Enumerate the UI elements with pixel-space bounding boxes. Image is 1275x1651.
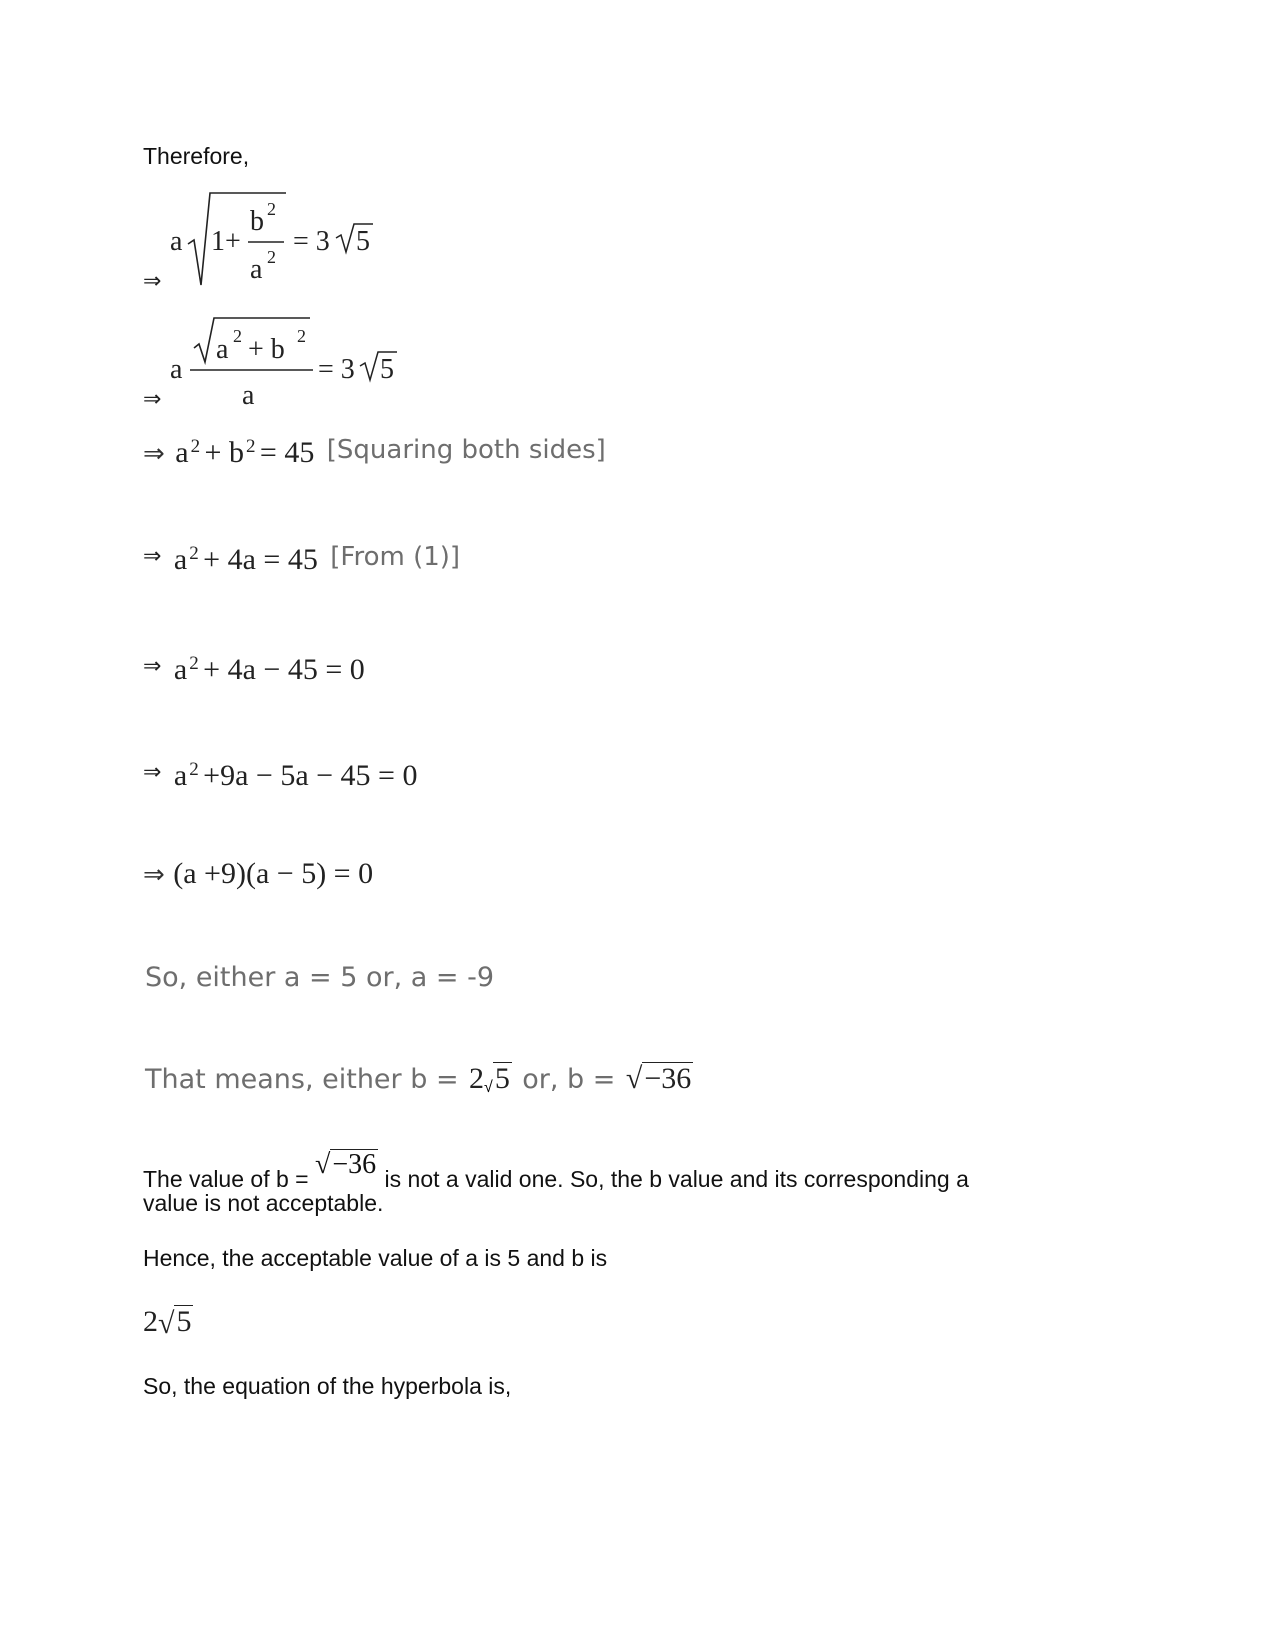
b1-rad: 5 (494, 1062, 510, 1095)
eq1-a: a (170, 226, 183, 257)
eq3-rhs: = 45 (259, 436, 315, 469)
eq6-rest: +9a − 5a − 45 = 0 (203, 759, 418, 792)
final-b-value (143, 1305, 193, 1339)
eq1-rhs: = 3 (293, 226, 330, 257)
conclusion-text: So, the equation of the hyperbola is, (143, 1373, 512, 1399)
implies-arrow: ⇒ (143, 654, 162, 679)
eq1-den-exp: 2 (267, 247, 276, 267)
implies-arrow: ⇒ (143, 860, 165, 890)
implies-arrow: ⇒ (143, 760, 162, 785)
hence-text: Hence, the acceptable value of a is 5 and b is (143, 1245, 608, 1271)
eq7-expr: (a +9)(a − 5) = 0 (173, 857, 374, 890)
invalid-value-line2: value is not acceptable. (143, 1190, 384, 1216)
sqrt-symbol: √ (484, 1079, 493, 1096)
eq1-num-exp: 2 (267, 199, 276, 219)
eq2-den: a (242, 380, 255, 411)
sqrt-symbol: √ (625, 1062, 643, 1095)
equation-line (143, 436, 606, 470)
solution-b-line (145, 1062, 693, 1096)
eq2-num-a-exp: 2 (233, 326, 242, 346)
eq2-num-b-exp: 2 (297, 326, 306, 346)
eq1-den: a (250, 254, 263, 285)
eq3-a: a (175, 436, 189, 469)
implies-arrow: ⇒ (143, 544, 162, 569)
value-prefix: The value of b = (143, 1166, 309, 1192)
solution-a-text: So, either a = 5 or, a = -9 (145, 962, 495, 993)
equation-line (143, 653, 365, 687)
value-suffix: is not a valid one. So, the b value and its corresponding a (384, 1166, 969, 1192)
inline-radical (315, 1149, 378, 1180)
implies-arrow: ⇒ (143, 387, 162, 412)
eq3-b-exp: 2 (245, 436, 256, 457)
eq4-a: a (173, 543, 188, 576)
equation-line (143, 543, 460, 577)
eq2-num-plus: + b (248, 334, 285, 365)
equation-fraction (168, 312, 408, 412)
b2-rad: −36 (644, 1062, 692, 1095)
eq2-rad: 5 (380, 354, 394, 385)
that-means-middle: or, b = (522, 1064, 616, 1095)
equation-line (143, 857, 373, 891)
eq2-num-a: a (216, 334, 229, 365)
implies-arrow: ⇒ (143, 269, 162, 294)
intro-text: Therefore, (143, 143, 250, 169)
eq6-a: a (173, 759, 188, 792)
eq4-a-exp: 2 (189, 543, 199, 564)
final-b-rad: 5 (176, 1305, 192, 1338)
eq2-rhs: = 3 (318, 354, 355, 385)
equation-line (143, 759, 417, 793)
eq1-num: b (250, 206, 264, 237)
eq1-rad: 5 (356, 226, 370, 257)
eq4-note: [From (1)] (330, 542, 461, 572)
sqrt-symbol: √ (314, 1149, 331, 1180)
value-rad: −36 (332, 1149, 377, 1180)
eq3-rest: + b (204, 436, 244, 469)
b1-coef: 2 (469, 1062, 485, 1095)
sqrt-symbol: √ (158, 1307, 175, 1340)
eq6-a-exp: 2 (189, 759, 199, 780)
eq5-rest: + 4a − 45 = 0 (203, 653, 365, 686)
eq5-a: a (173, 653, 188, 686)
equation-sqrt-fraction (168, 188, 388, 290)
eq3-note: [Squaring both sides] (326, 435, 606, 465)
eq3-a-exp: 2 (190, 436, 201, 457)
implies-arrow: ⇒ (143, 439, 165, 469)
eq4-rest: + 4a = 45 (203, 543, 318, 576)
that-means-prefix: That means, either b = (145, 1064, 459, 1095)
final-b-coef: 2 (143, 1305, 158, 1338)
eq2-a: a (170, 354, 183, 385)
eq5-a-exp: 2 (189, 653, 199, 674)
eq1-one-plus: 1+ (211, 226, 241, 257)
